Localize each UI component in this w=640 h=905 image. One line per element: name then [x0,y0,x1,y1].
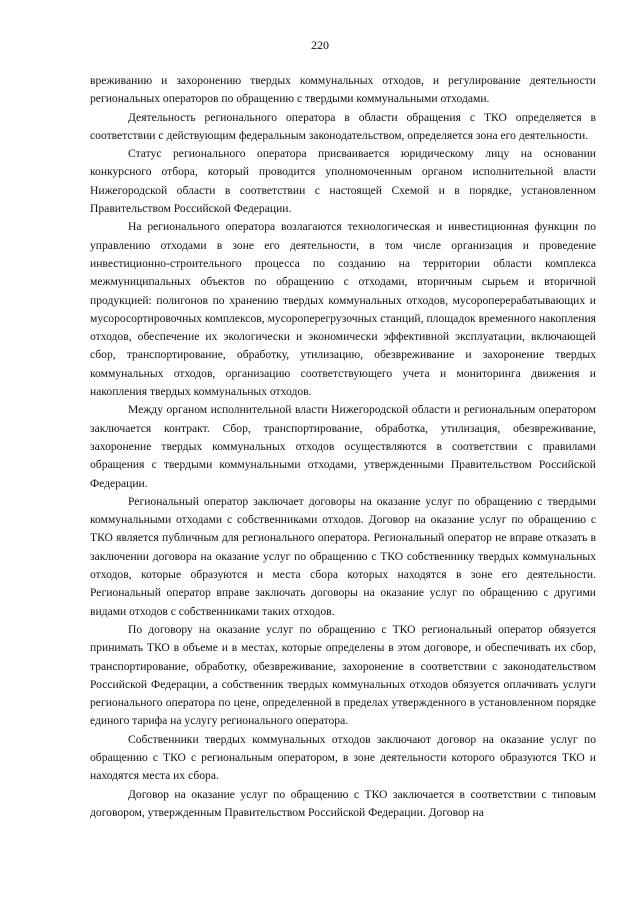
paragraph-agreement-obligations: По договору на оказание услуг по обращению с ТКО региональный оператор обязуется принимать ТКО в объеме и в местах, которые определены в этом договоре, и обеспечивать их сбор, транспортирование, обработку, обезвреживание, захоронение в соответствии с законодательством Российской Федерации, а собственник твердых коммунальных отходов обязуется оплачивать услуги регионального оператора по цене, определенной в пределах утвержденного в установленном порядке единого тарифа на услугу регионального оператора. [90,622,596,728]
paragraph-service-agreements: Региональный оператор заключает договоры на оказание услуг по обращению с твердыми коммунальными отходами с собственниками отходов. Договор на оказание услуг по обращению с ТКО является публичным для регионального оператора. Региональный оператор не вправе отказать в заключении договора на оказание услуг по обращению с ТКО собственнику твердых коммунальных отходов, которые образуются и места сбора которых находятся в зоне его деятельности. Региональный оператор вправе заключать договоры на оказание услуг по обращению с другими видами отходов с собственниками таких отходов. [90,494,596,618]
paragraph-contract: Между органом исполнительной власти Нижегородской области и региональным оператором заключается контракт. Сбор, транспортирование, обработка, утилизация, обезвреживание, захоронение твердых коммунальных отходов осуществляются в соответствии с правилами обращения с твердыми коммунальными отходами, утвержденными Правительством Российской Федерации. [90,403,596,490]
paragraph-operator-activity: Деятельность регионального оператора в области обращения с ТКО определяется в соответствии с действующим федеральным законодательством, определяется зона его деятельности. [90,110,596,142]
paragraph-continuation: вреживанию и захоронению твердых коммунальных отходов, и регулирование деятельности региональных операторов по обращению с твердыми коммунальными отходами. [90,74,596,106]
paragraph-standard-agreement: Договор на оказание услуг по обращению с ТКО заключается в соответствии с типовым договором, утвержденным Правительством Российской Федерации. Договор на [90,787,596,819]
paragraph-owners-agreement: Собственники твердых коммунальных отходов заключают договор на оказание услуг по обращению с ТКО с региональным оператором, в зоне деятельности которого образуются ТКО и находятся места их сбора. [90,732,596,783]
page-number: 220 [311,38,329,52]
body-text [90,72,596,822]
paragraph-operator-functions: На регионального оператора возлагаются технологическая и инвестиционная функции по управлению отходами в зоне его деятельности, в том числе организация и проведение инвестиционно-строительного процесса по созданию на территории области комплекса межмуниципальных объектов по обращению с отходами, вторичным сырьем и вторичной продукцией: полигонов по хранению твердых коммунальных отходов, мусороперерабатывающих и мусоросортировочных комплексов, мусороперегрузочных станций, площадок временного накопления отходов, обеспечение их экологически и экономически эффективной эксплуатации, включающей сбор, транспортирование, обработку, утилизацию, обезвреживание и захоронение твердых коммунальных отходов, организацию соответствующего учета и мониторинга движения и накопления твердых коммунальных отходов. [90,220,596,399]
paragraph-operator-status: Статус регионального оператора присваивается юридическому лицу на основании конкурсного отбора, который проводится уполномоченным органом исполнительной власти Нижегородской области в соответствии с настоящей Схемой и в порядке, установленном Правительством Российской Федерации. [90,147,596,216]
